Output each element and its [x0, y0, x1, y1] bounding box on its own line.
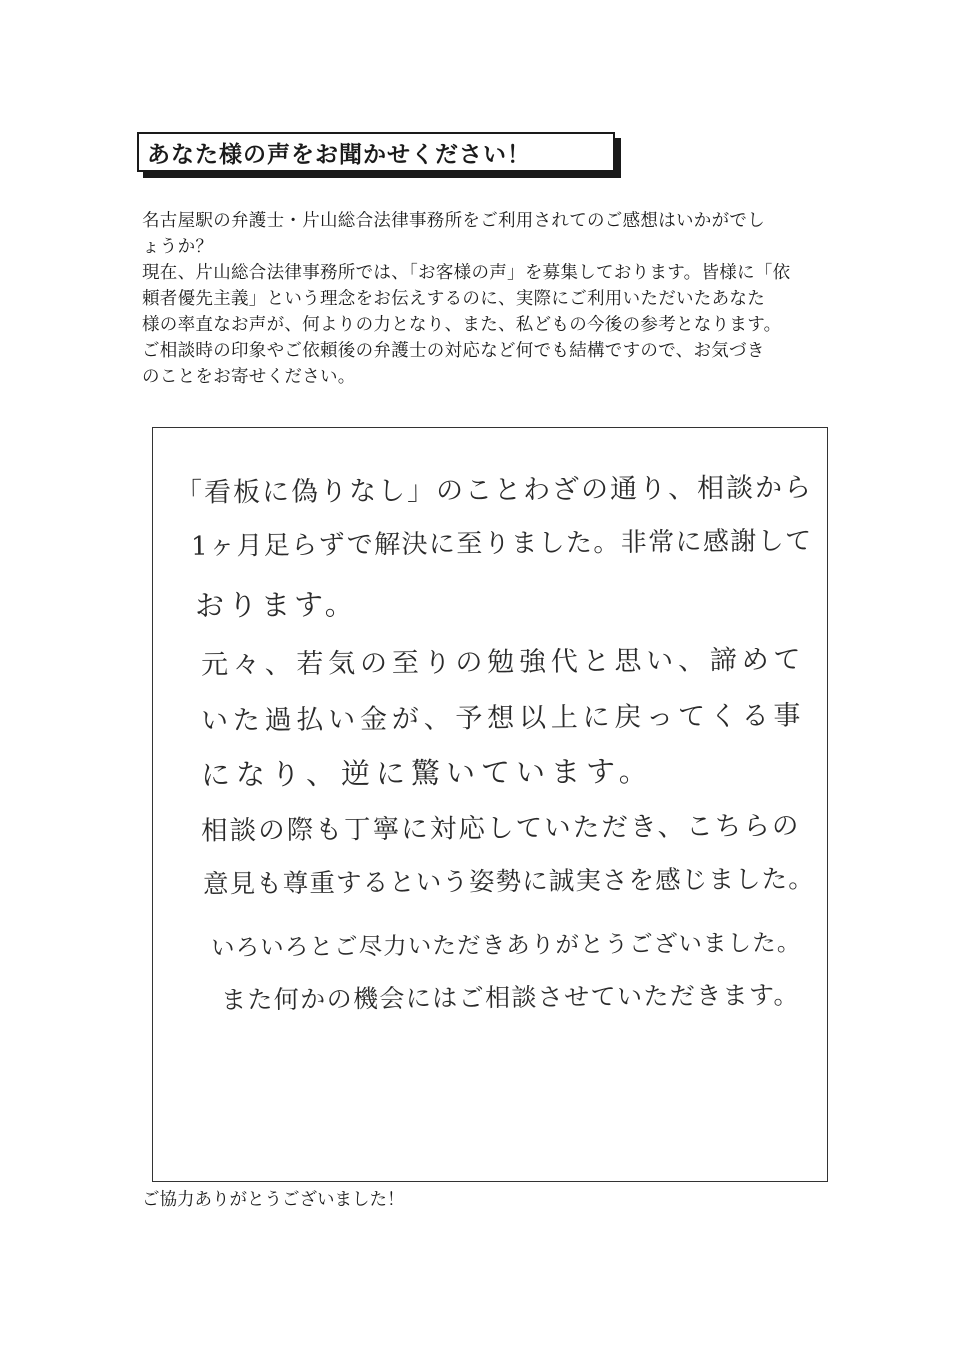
handwritten-line: 元々、若気の至りの勉強代と思い、諦めて: [200, 644, 806, 681]
handwritten-line: になり、逆に驚いています。: [200, 754, 654, 792]
handwritten-answer-box: [152, 427, 828, 1182]
handwritten-line: また何かの機会にはご相談させていただきます。: [220, 980, 800, 1015]
intro-text: [142, 208, 842, 390]
intro-line: のことをお寄せください。: [142, 367, 356, 387]
handwritten-line: 1ヶ月足らずで解決に至りました。非常に感謝して: [190, 526, 813, 562]
title-box: [137, 132, 615, 172]
handwritten-line: 意見も尊重するという姿勢に誠実さを感じました。: [202, 864, 815, 900]
handwritten-line: いた過払い金が、予想以上に戻ってくる事: [200, 700, 806, 737]
handwritten-line: 「看板に偽りなし」のことわざの通り、相談から: [174, 472, 814, 509]
intro-line: ご相談時の印象やご依頼後の弁護士の対応など何でも結構ですので、お気づき: [142, 341, 765, 361]
intro-line: 名古屋駅の弁護士・片山総合法律事務所をご利用されてのご感想はいかがでし: [142, 211, 765, 231]
footer-thanks: ご協力ありがとうございました！: [142, 1190, 405, 1210]
handwritten-line: おります。: [194, 587, 358, 623]
intro-line: ょうか？: [142, 237, 214, 257]
intro-line: 様の率直なお声が、何よりの力となり、また、私どもの今後の参考となります。: [142, 315, 782, 335]
intro-line: 頼者優先主義」という理念をお伝えするのに、実際にご利用いただいたあなた: [142, 289, 765, 309]
handwritten-line: 相談の際も丁寧に対応していただき、こちらの: [200, 810, 801, 847]
handwritten-line: いろいろとご尽力いただきありがとうございました。: [210, 928, 802, 962]
intro-line: 現在、片山総合法律事務所では、「お客様の声」を募集しております。皆様に「依: [142, 263, 791, 283]
page-title: あなた様の声をお聞かせください！: [147, 141, 531, 168]
